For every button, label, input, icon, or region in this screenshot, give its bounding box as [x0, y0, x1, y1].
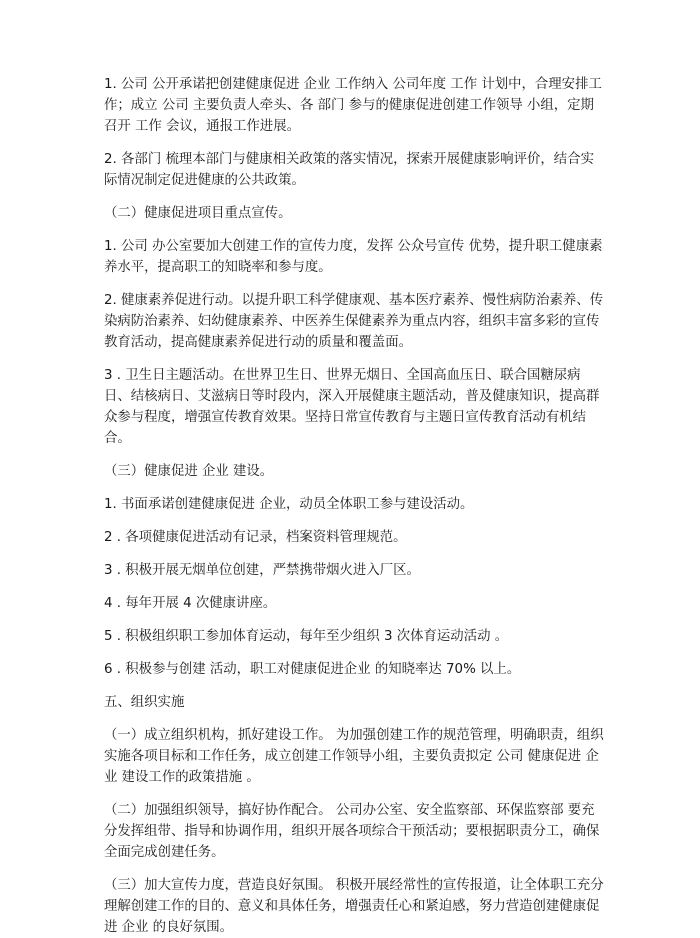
paragraph-commitment: 1. 公司 公开承诺把创建健康促进 企业 工作纳入 公司年度 工作 计划中，合理安排工作；成立 公司 主要负责人牵头、各 部门 参与的健康促进创建工作领导 小组，定期召开 工作 会议，通报工作进展。: [104, 77, 602, 134]
list-item-awareness-rate: 6 . 积极参与创建 活动，职工对健康促进企业 的知晓率达 70% 以上。: [104, 662, 521, 677]
paragraph-policy-review: 2. 各部门 梳理本部门与健康相关政策的落实情况，探索开展健康影响评价，结合实际情况制定促进健康的公共政策。: [104, 152, 594, 188]
section-heading-promotion: （二）健康促进项目重点宣传。: [104, 206, 292, 221]
paragraph-organization: （一）成立组织机构，抓好建设工作。 为加强创建工作的规范管理，明确职责，组织实施各项目标和工作任务，成立创建工作领导小组，主要负责拟定 公司 健康促进 企业 建设工作的政策措施 。: [104, 728, 604, 785]
section-heading-implementation: 五、组织实施: [104, 695, 185, 710]
paragraph-leadership: （二）加强组织领导，搞好协作配合。 公司办公室、安全监察部、环保监察部 要充分发挥组带、指导和协调作用，组织开展各项综合干预活动；要根据职责分工，确保全面完成创建任务。: [104, 803, 600, 860]
paragraph-literacy-action: 2. 健康素养促进行动。以提升职工科学健康观、基本医疗素养、慢性病防治素养、传染病防治素养、妇幼健康素养、中医养生保健素养为重点内容，组织丰富多彩的宣传教育活动，提高健康素养促进行动的质量和覆盖面。: [104, 293, 604, 350]
list-item-sports: 5 . 积极组织职工参加体育运动，每年至少组织 3 次体育运动活动 。: [104, 629, 509, 644]
paragraph-health-days: 3 . 卫生日主题活动。在世界卫生日、世界无烟日、全国高血压日、联合国糖尿病日、结核病日、艾滋病日等时段内，深入开展健康主题活动，普及健康知识，提高群众参与程度，增强宣传教育效果。坚持日常宣传教育与主题日宣传教育活动有机结合。: [104, 368, 600, 446]
list-item-smoke-free: 3 . 积极开展无烟单位创建，严禁携带烟火进入厂区。: [104, 563, 420, 578]
paragraph-office-publicity: 1. 公司 办公室要加大创建工作的宣传力度，发挥 公众号宣传 优势，提升职工健康素养水平，提高职工的知晓率和参与度。: [104, 239, 603, 275]
paragraph-atmosphere: （三）加大宣传力度，营造良好氛围。 积极开展经常性的宣传报道，让全体职工充分理解创建工作的目的、意义和具体任务，增强责任心和紧迫感，努力营造创建健康促进 企业 的良好氛围。: [104, 878, 604, 935]
section-heading-enterprise: （三）健康促进 企业 建设。: [104, 464, 274, 479]
list-item-records: 2 . 各项健康促进活动有记录，档案资料管理规范。: [104, 530, 407, 545]
list-item-lectures: 4 . 每年开展 4 次健康讲座。: [104, 596, 277, 611]
list-item-written-commitment: 1. 书面承诺创建健康促进 企业，动员全体职工参与建设活动。: [104, 497, 474, 512]
